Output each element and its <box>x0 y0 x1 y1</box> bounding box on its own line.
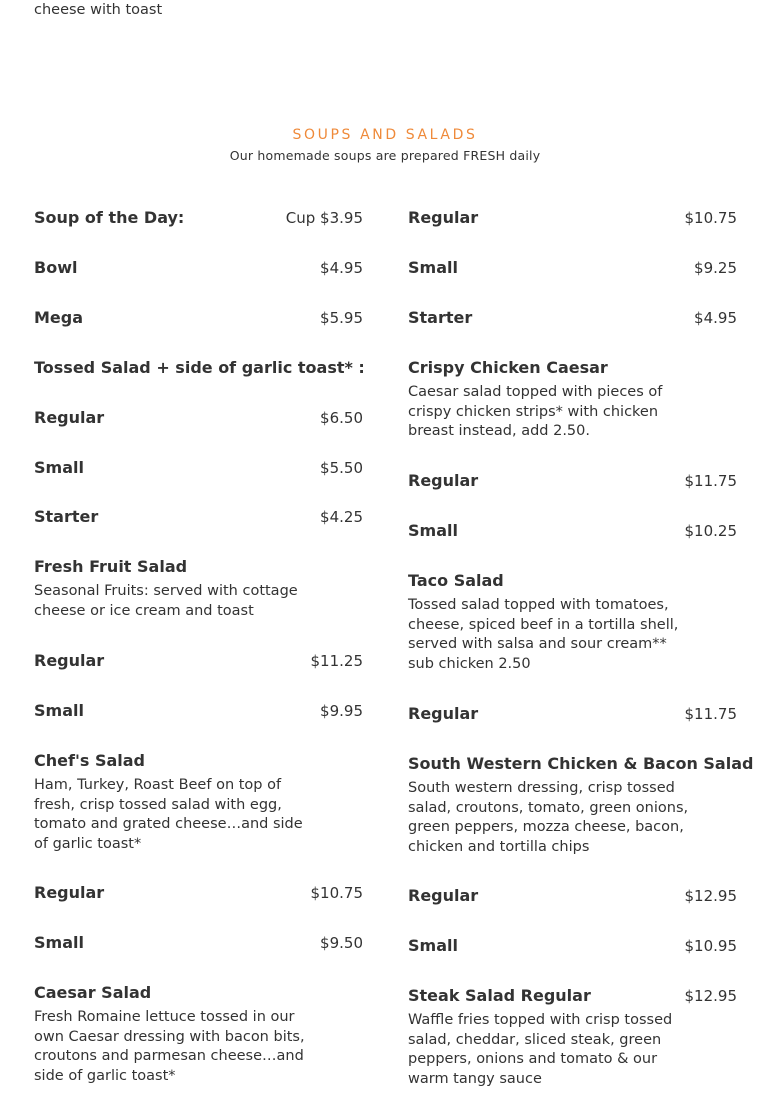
item-price: $5.50 <box>320 459 363 477</box>
item-name: Regular <box>34 883 105 902</box>
item-name: Soup of the Day: <box>34 208 185 227</box>
item-description: Ham, Turkey, Roast Beef on top of fresh, crisp tossed salad with egg, tomato and grated cheese…and side of garlic toast* <box>34 777 303 852</box>
item-name: Small <box>408 521 458 540</box>
item-price: $12.95 <box>684 887 737 905</box>
item-name: Small <box>408 258 458 277</box>
item-name: Bowl <box>34 258 78 277</box>
section-subtitle: Our homemade soups are prepared FRESH daily <box>229 148 541 163</box>
item-name: Regular <box>408 208 479 227</box>
item-name: Steak Salad Regular <box>408 986 591 1005</box>
item-name: Regular <box>408 471 479 490</box>
item-name: Crispy Chicken Caesar <box>408 358 608 377</box>
item-price: $10.95 <box>684 937 737 955</box>
item-description: Fresh Romaine lettuce tossed in our own Caesar dressing with bacon bits, croutons and parmesan cheese…and side of garlic toast* <box>34 1009 305 1084</box>
top-fragment: cheese with toast <box>34 2 163 18</box>
item-name: Tossed Salad + side of garlic toast* : <box>34 358 365 377</box>
item-name: Starter <box>408 308 473 327</box>
item-price: $6.50 <box>320 409 363 427</box>
item-name: Chef's Salad <box>34 751 145 770</box>
item-price: $9.95 <box>320 702 363 720</box>
item-description: Seasonal Fruits: served with cottage cheese or ice cream and toast <box>34 583 298 619</box>
item-name: Regular <box>408 704 479 723</box>
item-name: Taco Salad <box>408 571 504 590</box>
item-price: $11.75 <box>684 705 737 723</box>
item-name: Small <box>34 701 84 720</box>
item-price: $4.95 <box>694 309 737 327</box>
section-title: SOUPS AND SALADS <box>292 127 478 143</box>
item-name: Regular <box>34 408 105 427</box>
item-name: Small <box>34 458 84 477</box>
item-name: Small <box>408 936 458 955</box>
item-price: $10.25 <box>684 522 737 540</box>
item-description: Waffle fries topped with crisp tossed salad, cheddar, sliced steak, green peppers, onions and tomato & our warm tangy sauce <box>408 1012 673 1087</box>
item-name: Regular <box>408 886 479 905</box>
item-name: Small <box>34 933 84 952</box>
item-name: Fresh Fruit Salad <box>34 557 188 576</box>
item-name: Caesar Salad <box>34 983 152 1002</box>
item-price: $4.95 <box>320 259 363 277</box>
item-name: South Western Chicken & Bacon Salad <box>408 754 754 773</box>
item-price: $11.25 <box>310 652 363 670</box>
item-price: $9.25 <box>694 259 737 277</box>
item-price: $4.25 <box>320 508 363 526</box>
item-name: Mega <box>34 308 84 327</box>
item-price: $11.75 <box>684 472 737 490</box>
item-description: South western dressing, crisp tossed salad, croutons, tomato, green onions, green peppers, mozza cheese, bacon, chicken and tortilla chips <box>408 780 689 855</box>
item-price: $9.50 <box>320 934 363 952</box>
item-description: Caesar salad topped with pieces of crispy chicken strips* with chicken breast instead, add 2.50. <box>408 384 663 439</box>
item-description: Tossed salad topped with tomatoes, cheese, spiced beef in a tortilla shell, served with salsa and sour cream** sub chicken 2.50 <box>408 597 679 672</box>
item-name: Starter <box>34 507 99 526</box>
item-price: $5.95 <box>320 309 363 327</box>
item-price: $12.95 <box>684 987 737 1005</box>
item-name: Regular <box>34 651 105 670</box>
item-price: $10.75 <box>684 209 737 227</box>
item-price: $10.75 <box>310 884 363 902</box>
item-price: Cup $3.95 <box>285 209 363 227</box>
